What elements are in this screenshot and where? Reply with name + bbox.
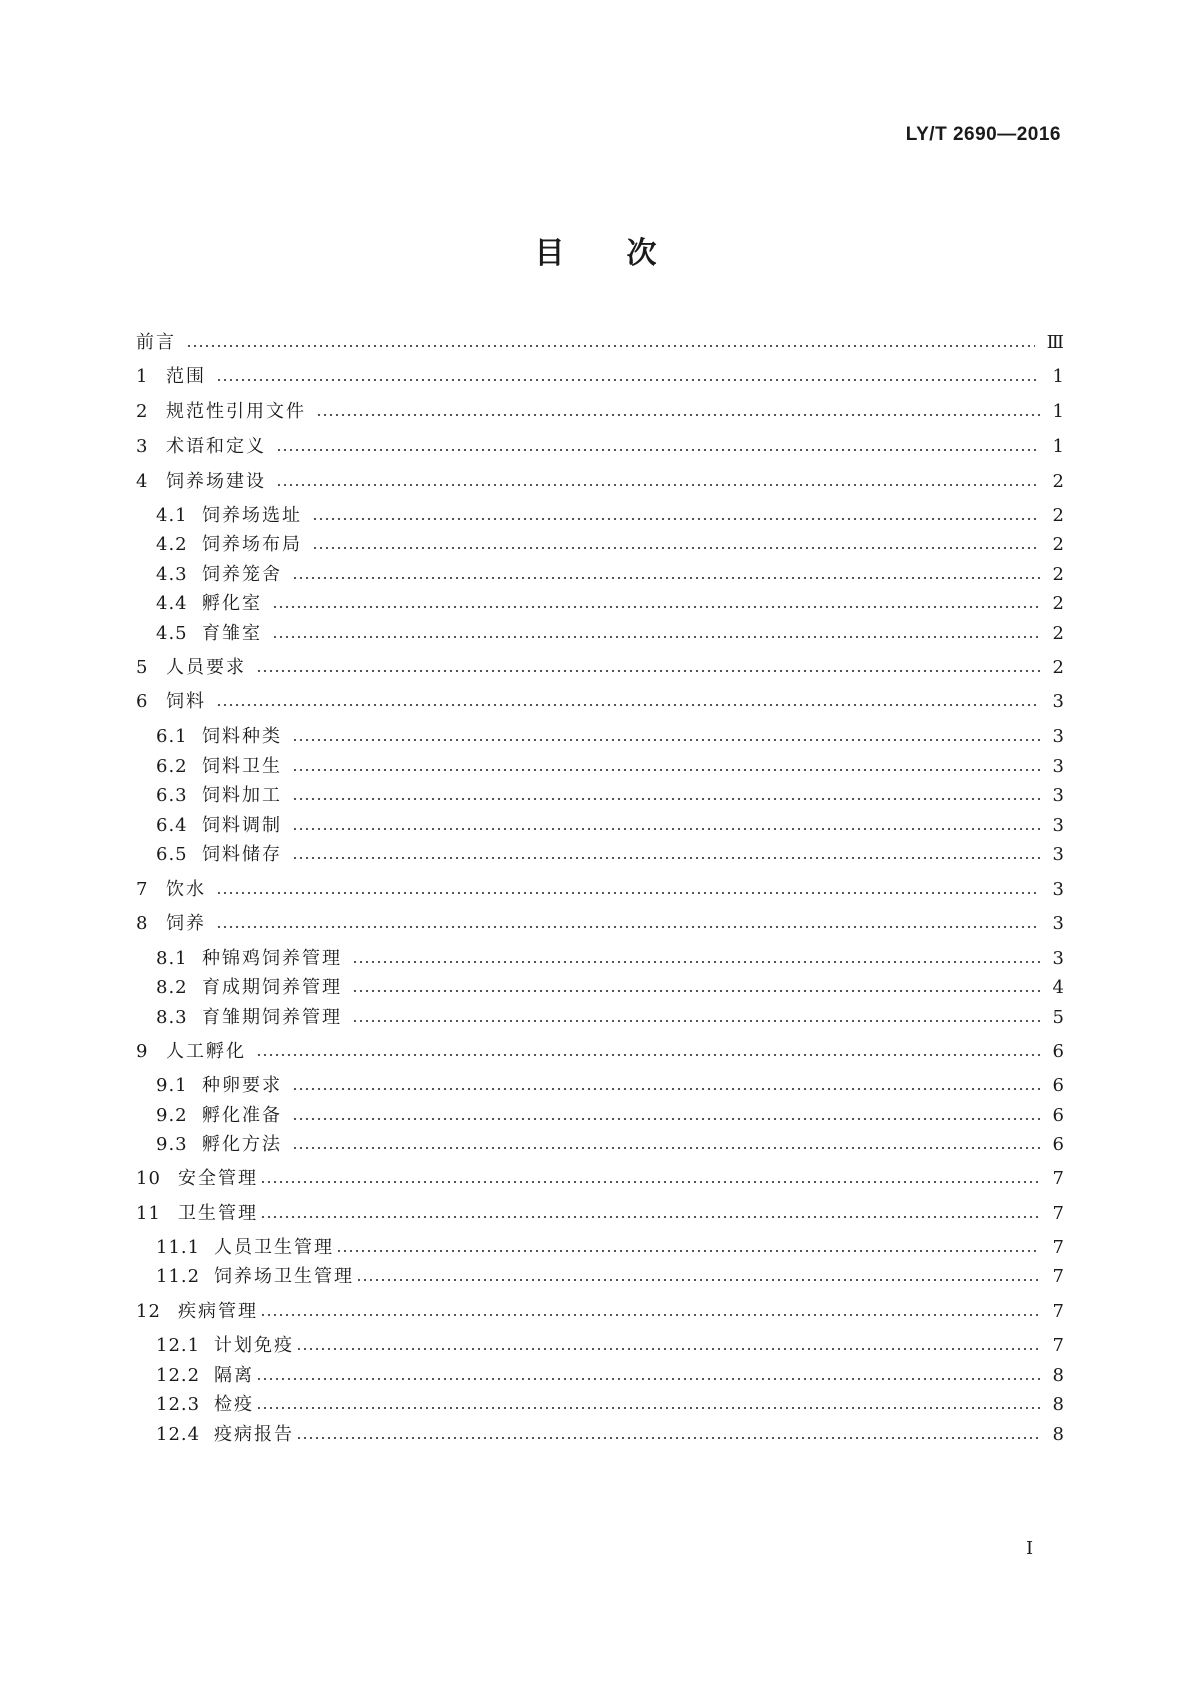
toc-entry-number: 6.1	[156, 726, 188, 747]
toc-entry-page: 3	[1052, 756, 1064, 777]
dot-leader	[312, 518, 1040, 520]
dot-leader	[256, 1054, 1040, 1056]
dot-leader	[216, 926, 1040, 928]
toc-entry-label: 育成期饲养管理	[202, 977, 342, 998]
dot-leader	[256, 1378, 1040, 1380]
toc-entry-label: 种卵要求	[202, 1075, 282, 1096]
dot-leader	[356, 1279, 1040, 1281]
toc-entry-number: 12.2	[156, 1365, 201, 1386]
dot-leader	[292, 828, 1040, 830]
toc-entry-label: 饲养场选址	[202, 505, 302, 526]
toc-entry-page: 3	[1052, 913, 1064, 934]
toc-entry-number: 3	[136, 436, 149, 457]
toc-entry[interactable]	[136, 655, 1064, 681]
toc-entry[interactable]	[156, 562, 1064, 588]
toc-entry-page: 7	[1052, 1168, 1064, 1189]
toc-entry-label: 饲养场建设	[166, 471, 266, 492]
toc-entry[interactable]	[136, 399, 1064, 425]
dot-leader	[292, 1088, 1040, 1090]
toc-entry[interactable]	[156, 532, 1064, 558]
dot-leader	[256, 1407, 1040, 1409]
toc-entry-label: 育雏期饲养管理	[202, 1007, 342, 1028]
toc-entry-number: 10	[136, 1168, 161, 1189]
toc-entry-number: 11.1	[156, 1237, 201, 1258]
toc-entry[interactable]	[136, 911, 1064, 937]
toc-entry-page: 2	[1052, 657, 1064, 678]
dot-leader	[216, 704, 1040, 706]
toc-entry-label: 饲料种类	[202, 726, 282, 747]
dot-leader	[260, 1216, 1040, 1218]
toc-entry[interactable]	[156, 783, 1064, 809]
dot-leader	[292, 739, 1040, 741]
toc-entry-label: 孵化准备	[202, 1105, 282, 1126]
toc-entry-page: 3	[1052, 726, 1064, 747]
toc-entry-number: 9.1	[156, 1075, 188, 1096]
dot-leader	[312, 547, 1040, 549]
toc-entry[interactable]	[156, 1422, 1064, 1448]
toc-entry-page: 6	[1052, 1134, 1064, 1155]
toc-entry-label: 人工孵化	[166, 1041, 246, 1062]
toc-entry-number: 9.3	[156, 1134, 188, 1155]
toc-entry-label: 饮水	[166, 879, 206, 900]
dot-leader	[216, 892, 1040, 894]
toc-entry-page: 7	[1052, 1237, 1064, 1258]
toc-entry-page: 7	[1052, 1301, 1064, 1322]
dot-leader	[292, 577, 1040, 579]
toc-entry-page: 3	[1052, 785, 1064, 806]
toc-entry[interactable]	[156, 503, 1064, 529]
toc-entry-label: 饲养笼舍	[202, 564, 282, 585]
toc-entry-label: 饲料	[166, 691, 206, 712]
toc-entry-label: 范围	[166, 366, 206, 387]
toc-entry[interactable]	[156, 1333, 1064, 1359]
toc-entry[interactable]	[136, 469, 1064, 495]
toc-entry-page: 1	[1052, 401, 1064, 422]
toc-entry-page: 1	[1052, 366, 1064, 387]
toc-entry[interactable]	[136, 1299, 1064, 1325]
toc-entry-label: 规范性引用文件	[166, 401, 306, 422]
toc-entry-number: 6.3	[156, 785, 188, 806]
toc-entry[interactable]	[156, 621, 1064, 647]
toc-entry-page: 6	[1052, 1105, 1064, 1126]
toc-entry-number: 6	[136, 691, 149, 712]
toc-entry-page: 3	[1052, 948, 1064, 969]
toc-entry-number: 11.2	[156, 1266, 201, 1287]
toc-entry-number: 7	[136, 879, 149, 900]
toc-entry[interactable]	[156, 1103, 1064, 1129]
dot-leader	[292, 769, 1040, 771]
toc-entry-page: 3	[1052, 815, 1064, 836]
toc-entry-number: 4.3	[156, 564, 188, 585]
dot-leader	[272, 636, 1040, 638]
toc-entry-page: 2	[1052, 593, 1064, 614]
dot-leader	[292, 1147, 1040, 1149]
toc-entry[interactable]	[156, 754, 1064, 780]
toc-entry-page: 3	[1052, 879, 1064, 900]
toc-entry[interactable]	[156, 1392, 1064, 1418]
dot-leader	[352, 961, 1040, 963]
toc-entry[interactable]	[156, 975, 1064, 1001]
dot-leader	[186, 345, 1035, 347]
toc-entry[interactable]	[136, 1039, 1064, 1065]
toc-entry[interactable]	[136, 1201, 1064, 1227]
toc-entry[interactable]	[156, 1235, 1064, 1261]
toc-entry-page: 3	[1052, 691, 1064, 712]
toc-entry-number: 11	[136, 1203, 161, 1224]
toc-entry-number: 4	[136, 471, 149, 492]
dot-leader	[352, 990, 1040, 992]
dot-leader	[216, 379, 1040, 381]
toc-entry-page: 8	[1052, 1424, 1064, 1445]
toc-entry[interactable]	[136, 330, 1064, 356]
toc-entry[interactable]	[156, 813, 1064, 839]
toc-entry[interactable]	[156, 591, 1064, 617]
dot-leader	[260, 1181, 1040, 1183]
dot-leader	[336, 1250, 1040, 1252]
toc-entry-page: 1	[1052, 436, 1064, 457]
toc-entry-label: 安全管理	[178, 1168, 258, 1189]
toc-entry[interactable]	[156, 946, 1064, 972]
toc-entry-number: 4.2	[156, 534, 188, 555]
toc-entry-number: 8	[136, 913, 149, 934]
toc-entry[interactable]	[156, 842, 1064, 868]
toc-entry[interactable]	[136, 434, 1064, 460]
toc-entry-number: 12.1	[156, 1335, 201, 1356]
page-title: 目次	[534, 236, 719, 271]
toc-entry[interactable]	[136, 689, 1064, 715]
toc-entry-page: 7	[1052, 1266, 1064, 1287]
toc-entry-number: 4.1	[156, 505, 188, 526]
toc-entry-label: 检疫	[214, 1394, 254, 1415]
toc-entry-page: 2	[1052, 623, 1064, 644]
toc-entry-page: 5	[1052, 1007, 1064, 1028]
toc-entry[interactable]	[136, 1166, 1064, 1192]
toc-entry-label: 计划免疫	[214, 1335, 294, 1356]
toc-entry[interactable]	[156, 1132, 1064, 1158]
dot-leader	[292, 1118, 1040, 1120]
toc-entry-label: 卫生管理	[178, 1203, 258, 1224]
toc-entry-page: 8	[1052, 1365, 1064, 1386]
dot-leader	[276, 484, 1040, 486]
dot-leader	[296, 1348, 1040, 1350]
toc-entry-label: 饲料卫生	[202, 756, 282, 777]
toc-entry-label: 术语和定义	[166, 436, 266, 457]
toc-entry[interactable]	[156, 1363, 1064, 1389]
toc-entry-label: 人员要求	[166, 657, 246, 678]
toc-entry-number: 12	[136, 1301, 161, 1322]
toc-entry-page: 8	[1052, 1394, 1064, 1415]
toc-entry-page: 2	[1052, 471, 1064, 492]
toc-entry-page: Ⅲ	[1046, 332, 1064, 353]
dot-leader	[292, 857, 1040, 859]
toc-entry-number: 5	[136, 657, 149, 678]
toc-entry-label: 饲料储存	[202, 844, 282, 865]
toc-entry-page: 2	[1052, 564, 1064, 585]
toc-entry-number: 8.1	[156, 948, 188, 969]
page-number: I	[1026, 1538, 1034, 1559]
toc-entry-page: 6	[1052, 1041, 1064, 1062]
toc-entry-label: 育雏室	[202, 623, 262, 644]
toc-entry-number: 9	[136, 1041, 149, 1062]
toc-entry-label: 饲料加工	[202, 785, 282, 806]
toc-entry[interactable]	[136, 877, 1064, 903]
toc-entry-label: 人员卫生管理	[214, 1237, 334, 1258]
toc-entry[interactable]	[136, 364, 1064, 390]
toc-entry-number: 12.3	[156, 1394, 201, 1415]
toc-entry-label: 饲养场卫生管理	[214, 1266, 354, 1287]
toc-entry-page: 7	[1052, 1203, 1064, 1224]
toc-entry-number: 1	[136, 366, 149, 387]
toc-entry-number: 2	[136, 401, 149, 422]
toc-entry-number: 6.4	[156, 815, 188, 836]
toc-entry-label: 疫病报告	[214, 1424, 294, 1445]
toc-entry-page: 2	[1052, 534, 1064, 555]
toc-entry-page: 3	[1052, 844, 1064, 865]
toc-entry-number: 6.2	[156, 756, 188, 777]
toc-entry-label: 饲料调制	[202, 815, 282, 836]
dot-leader	[316, 414, 1040, 416]
toc-entry[interactable]	[156, 724, 1064, 750]
toc-entry-number: 8.3	[156, 1007, 188, 1028]
toc-entry-number: 6.5	[156, 844, 188, 865]
toc-entry-label: 孵化方法	[202, 1134, 282, 1155]
toc-entry[interactable]	[156, 1073, 1064, 1099]
toc-entry-number: 12.4	[156, 1424, 201, 1445]
dot-leader	[272, 606, 1040, 608]
toc-entry-label: 饲养	[166, 913, 206, 934]
toc-entry-page: 7	[1052, 1335, 1064, 1356]
toc-entry-number: 8.2	[156, 977, 188, 998]
dot-leader	[256, 670, 1040, 672]
toc-entry-page: 4	[1052, 977, 1064, 998]
toc-entry-label: 孵化室	[202, 593, 262, 614]
toc-entry[interactable]	[156, 1264, 1064, 1290]
toc-entry-label: 饲养场布局	[202, 534, 302, 555]
toc-entry-label: 前言	[136, 332, 176, 353]
toc-entry-label: 疾病管理	[178, 1301, 258, 1322]
toc-entry-label: 隔离	[214, 1365, 254, 1386]
toc-entry-number: 4.4	[156, 593, 188, 614]
standard-code: LY/T 2690—2016	[905, 124, 1061, 145]
toc-entry[interactable]	[156, 1005, 1064, 1031]
dot-leader	[296, 1437, 1040, 1439]
dot-leader	[292, 798, 1040, 800]
toc-entry-label: 种锦鸡饲养管理	[202, 948, 342, 969]
dot-leader	[260, 1314, 1040, 1316]
toc-entry-number: 4.5	[156, 623, 188, 644]
dot-leader	[352, 1020, 1040, 1022]
toc-entry-page: 6	[1052, 1075, 1064, 1096]
toc-entry-page: 2	[1052, 505, 1064, 526]
toc-entry-number: 9.2	[156, 1105, 188, 1126]
dot-leader	[276, 449, 1040, 451]
